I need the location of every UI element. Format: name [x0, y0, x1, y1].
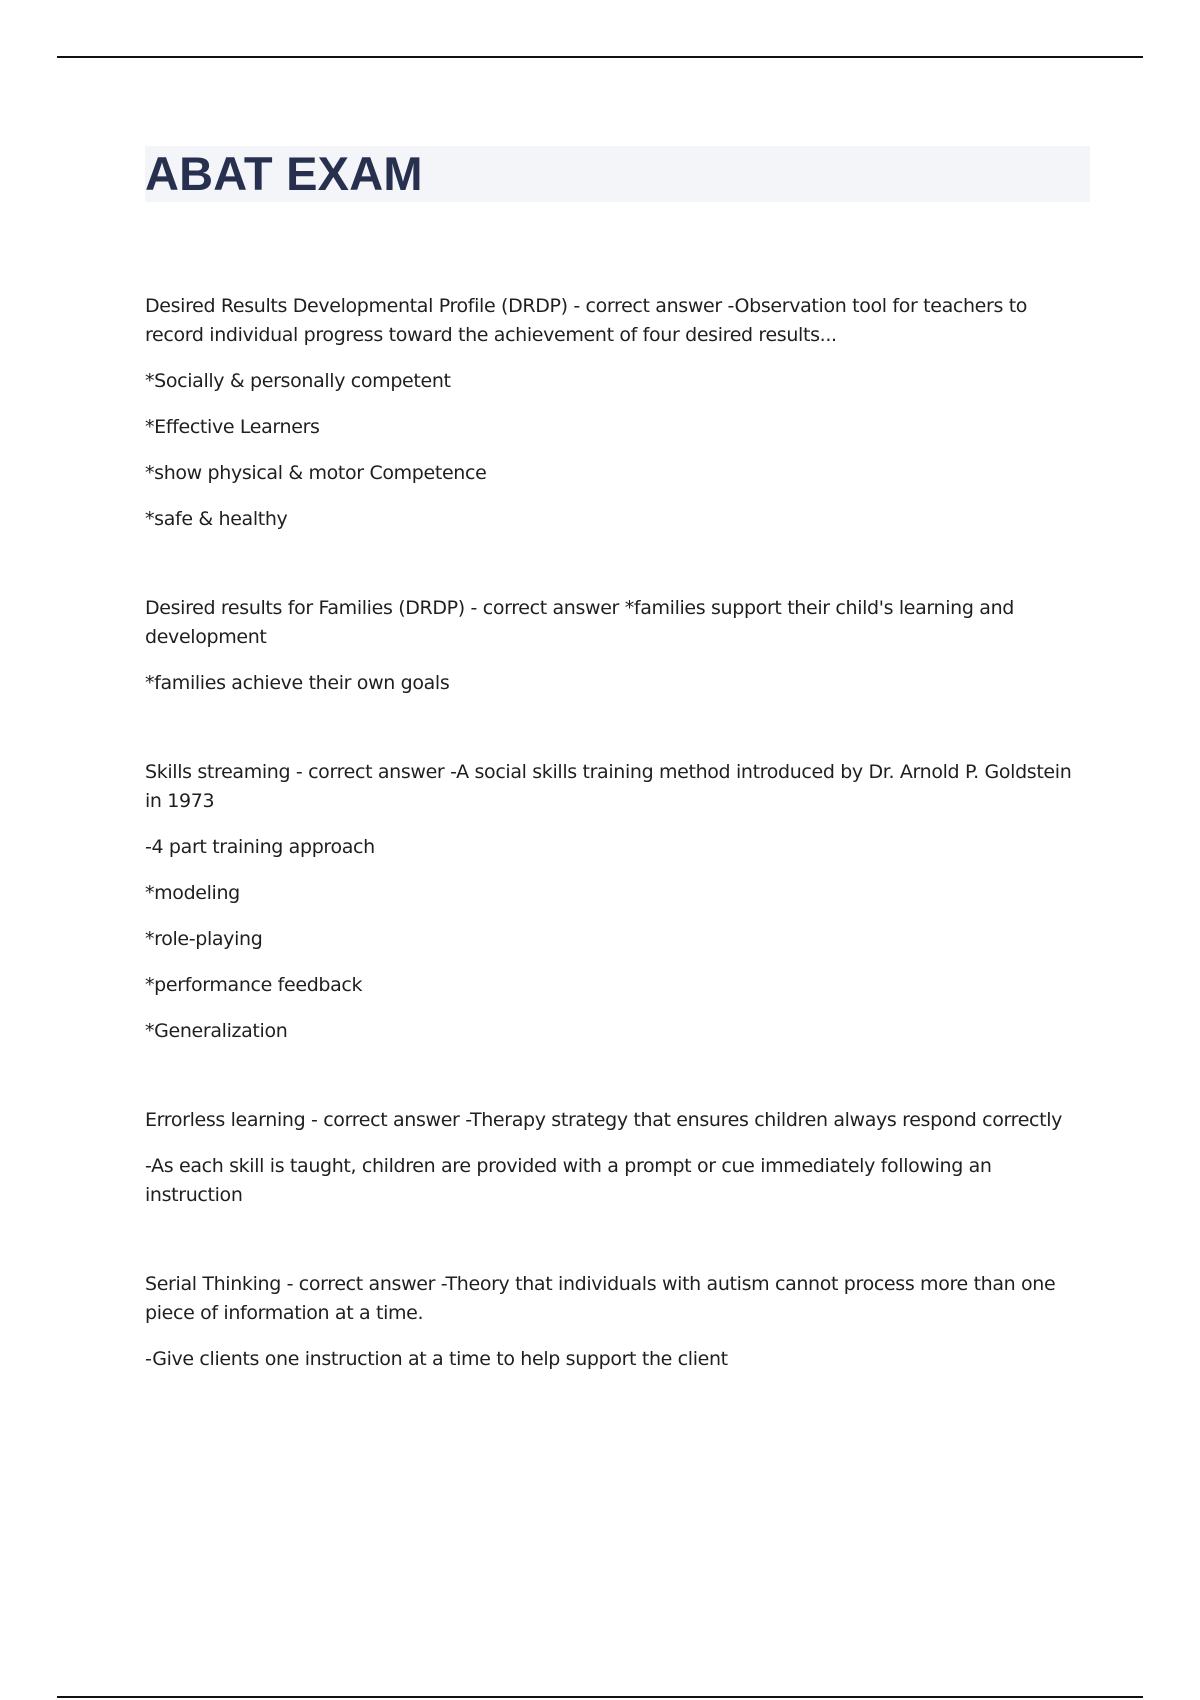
- entry-definition: Skills streaming - correct answer -A social skills training method introduced by Dr. Arnold P. Goldstein in 1973: [145, 761, 1072, 812]
- entry-definition: Serial Thinking - correct answer -Theory that individuals with autism cannot process more than one piece of information at a time.: [145, 1273, 1056, 1324]
- entry-bullet: *Generalization: [145, 1020, 288, 1042]
- entry-definition: Desired Results Developmental Profile (DRDP) - correct answer -Observation tool for teachers to record individual progress toward the achievement of four desired results...: [145, 295, 1028, 346]
- entry-serial-thinking: [145, 1270, 1090, 1374]
- entry-definition: Desired results for Families (DRDP) - correct answer *families support their child's learning and development: [145, 597, 1014, 648]
- page-title: ABAT EXAM: [145, 147, 423, 200]
- entry-bullet: *families achieve their own goals: [145, 672, 450, 694]
- entry-bullet: *role-playing: [145, 928, 263, 950]
- entry-bullet: *performance feedback: [145, 974, 363, 996]
- entry-drdp: [145, 292, 1090, 534]
- entry-bullet: -Give clients one instruction at a time to help support the client: [145, 1348, 728, 1370]
- entry-errorless-learning: [145, 1106, 1090, 1210]
- entry-bullet: *Effective Learners: [145, 416, 320, 438]
- bottom-divider: [57, 1696, 1143, 1698]
- entry-bullet: *modeling: [145, 882, 240, 904]
- entry-definition: Errorless learning - correct answer -Therapy strategy that ensures children always respond correctly: [145, 1109, 1063, 1131]
- entry-bullet: -4 part training approach: [145, 836, 375, 858]
- entry-drdp-families: [145, 594, 1090, 698]
- document-body: [145, 292, 1090, 1434]
- entry-bullet: -As each skill is taught, children are provided with a prompt or cue immediately following an instruction: [145, 1155, 992, 1206]
- entry-bullet: *Socially & personally competent: [145, 370, 451, 392]
- entry-bullet: *safe & healthy: [145, 508, 288, 530]
- entry-bullet: *show physical & motor Competence: [145, 462, 487, 484]
- top-divider: [57, 56, 1143, 58]
- entry-skills-streaming: [145, 758, 1090, 1046]
